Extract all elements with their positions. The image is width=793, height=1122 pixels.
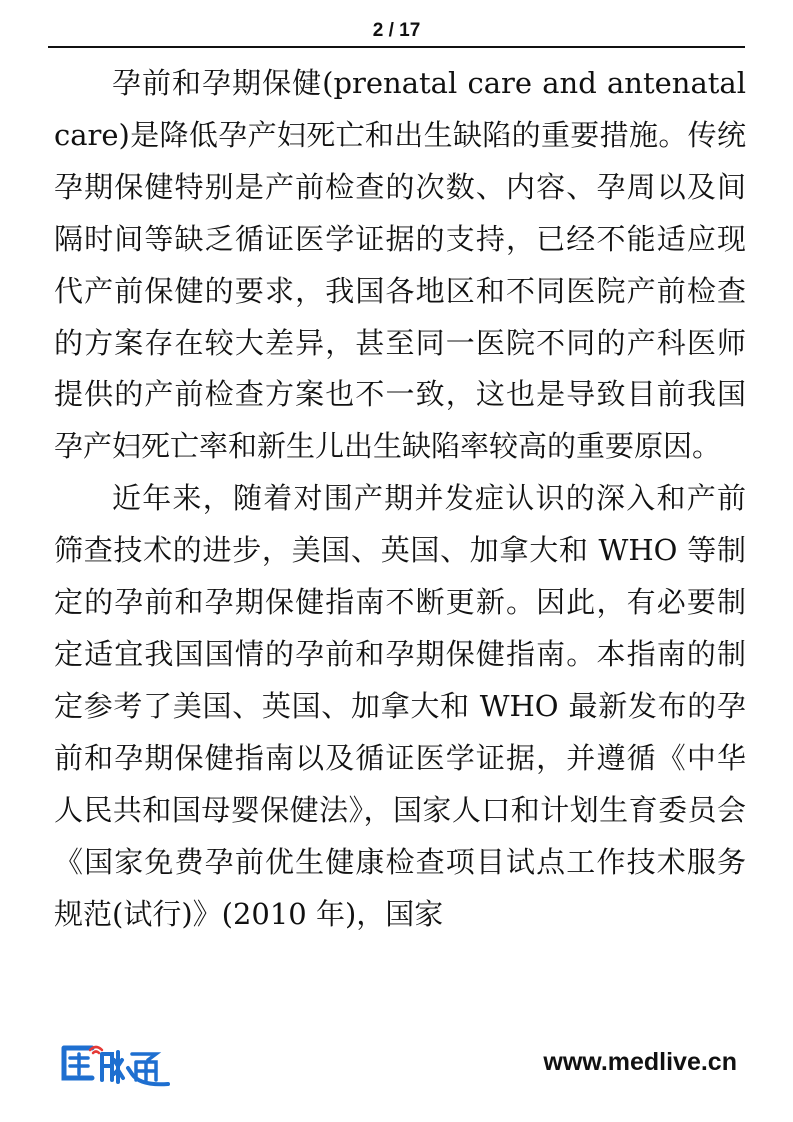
- paragraph-1: 孕前和孕期保健(prenatal care and antenatal care)是降低孕产妇死亡和出生缺陷的重要措施。传统孕期保健特别是产前检查的次数、内容、孕周以及间隔时间等缺乏循证医学证据的支持，已经不能适应现代产前保健的要求，我国各地区和不同医院产前检查的方案存在较大差异，甚至同一医院不同的产科医师提供的产前检查方案也不一致，这也是导致目前我国孕产妇死亡率和新生儿出生缺陷率较高的重要原因。: [54, 66, 746, 464]
- paragraph-2: 近年来，随着对围产期并发症认识的深入和产前筛查技术的进步，美国、英国、加拿大和 WHO 等制定的孕前和孕期保健指南不断更新。因此，有必要制定适宜我国国情的孕前和孕期保健指南。本指南的制定参考了美国、英国、加拿大和 WHO 最新发布的孕前和孕期保健指南以及循证医学证据，并遵循《中华人民共和国母婴保健法》，国家人口和计划生育委员会《国家免费孕前优生健康检查项目试点工作技术服务规范(试行)》(2010 年)，国家: [54, 481, 746, 931]
- footer-website-url[interactable]: www.medlive.cn: [543, 1048, 737, 1076]
- medlive-logo: [56, 1040, 174, 1092]
- document-body: [54, 58, 746, 940]
- page-header: [48, 16, 745, 48]
- page-number: 2 / 17: [372, 20, 421, 41]
